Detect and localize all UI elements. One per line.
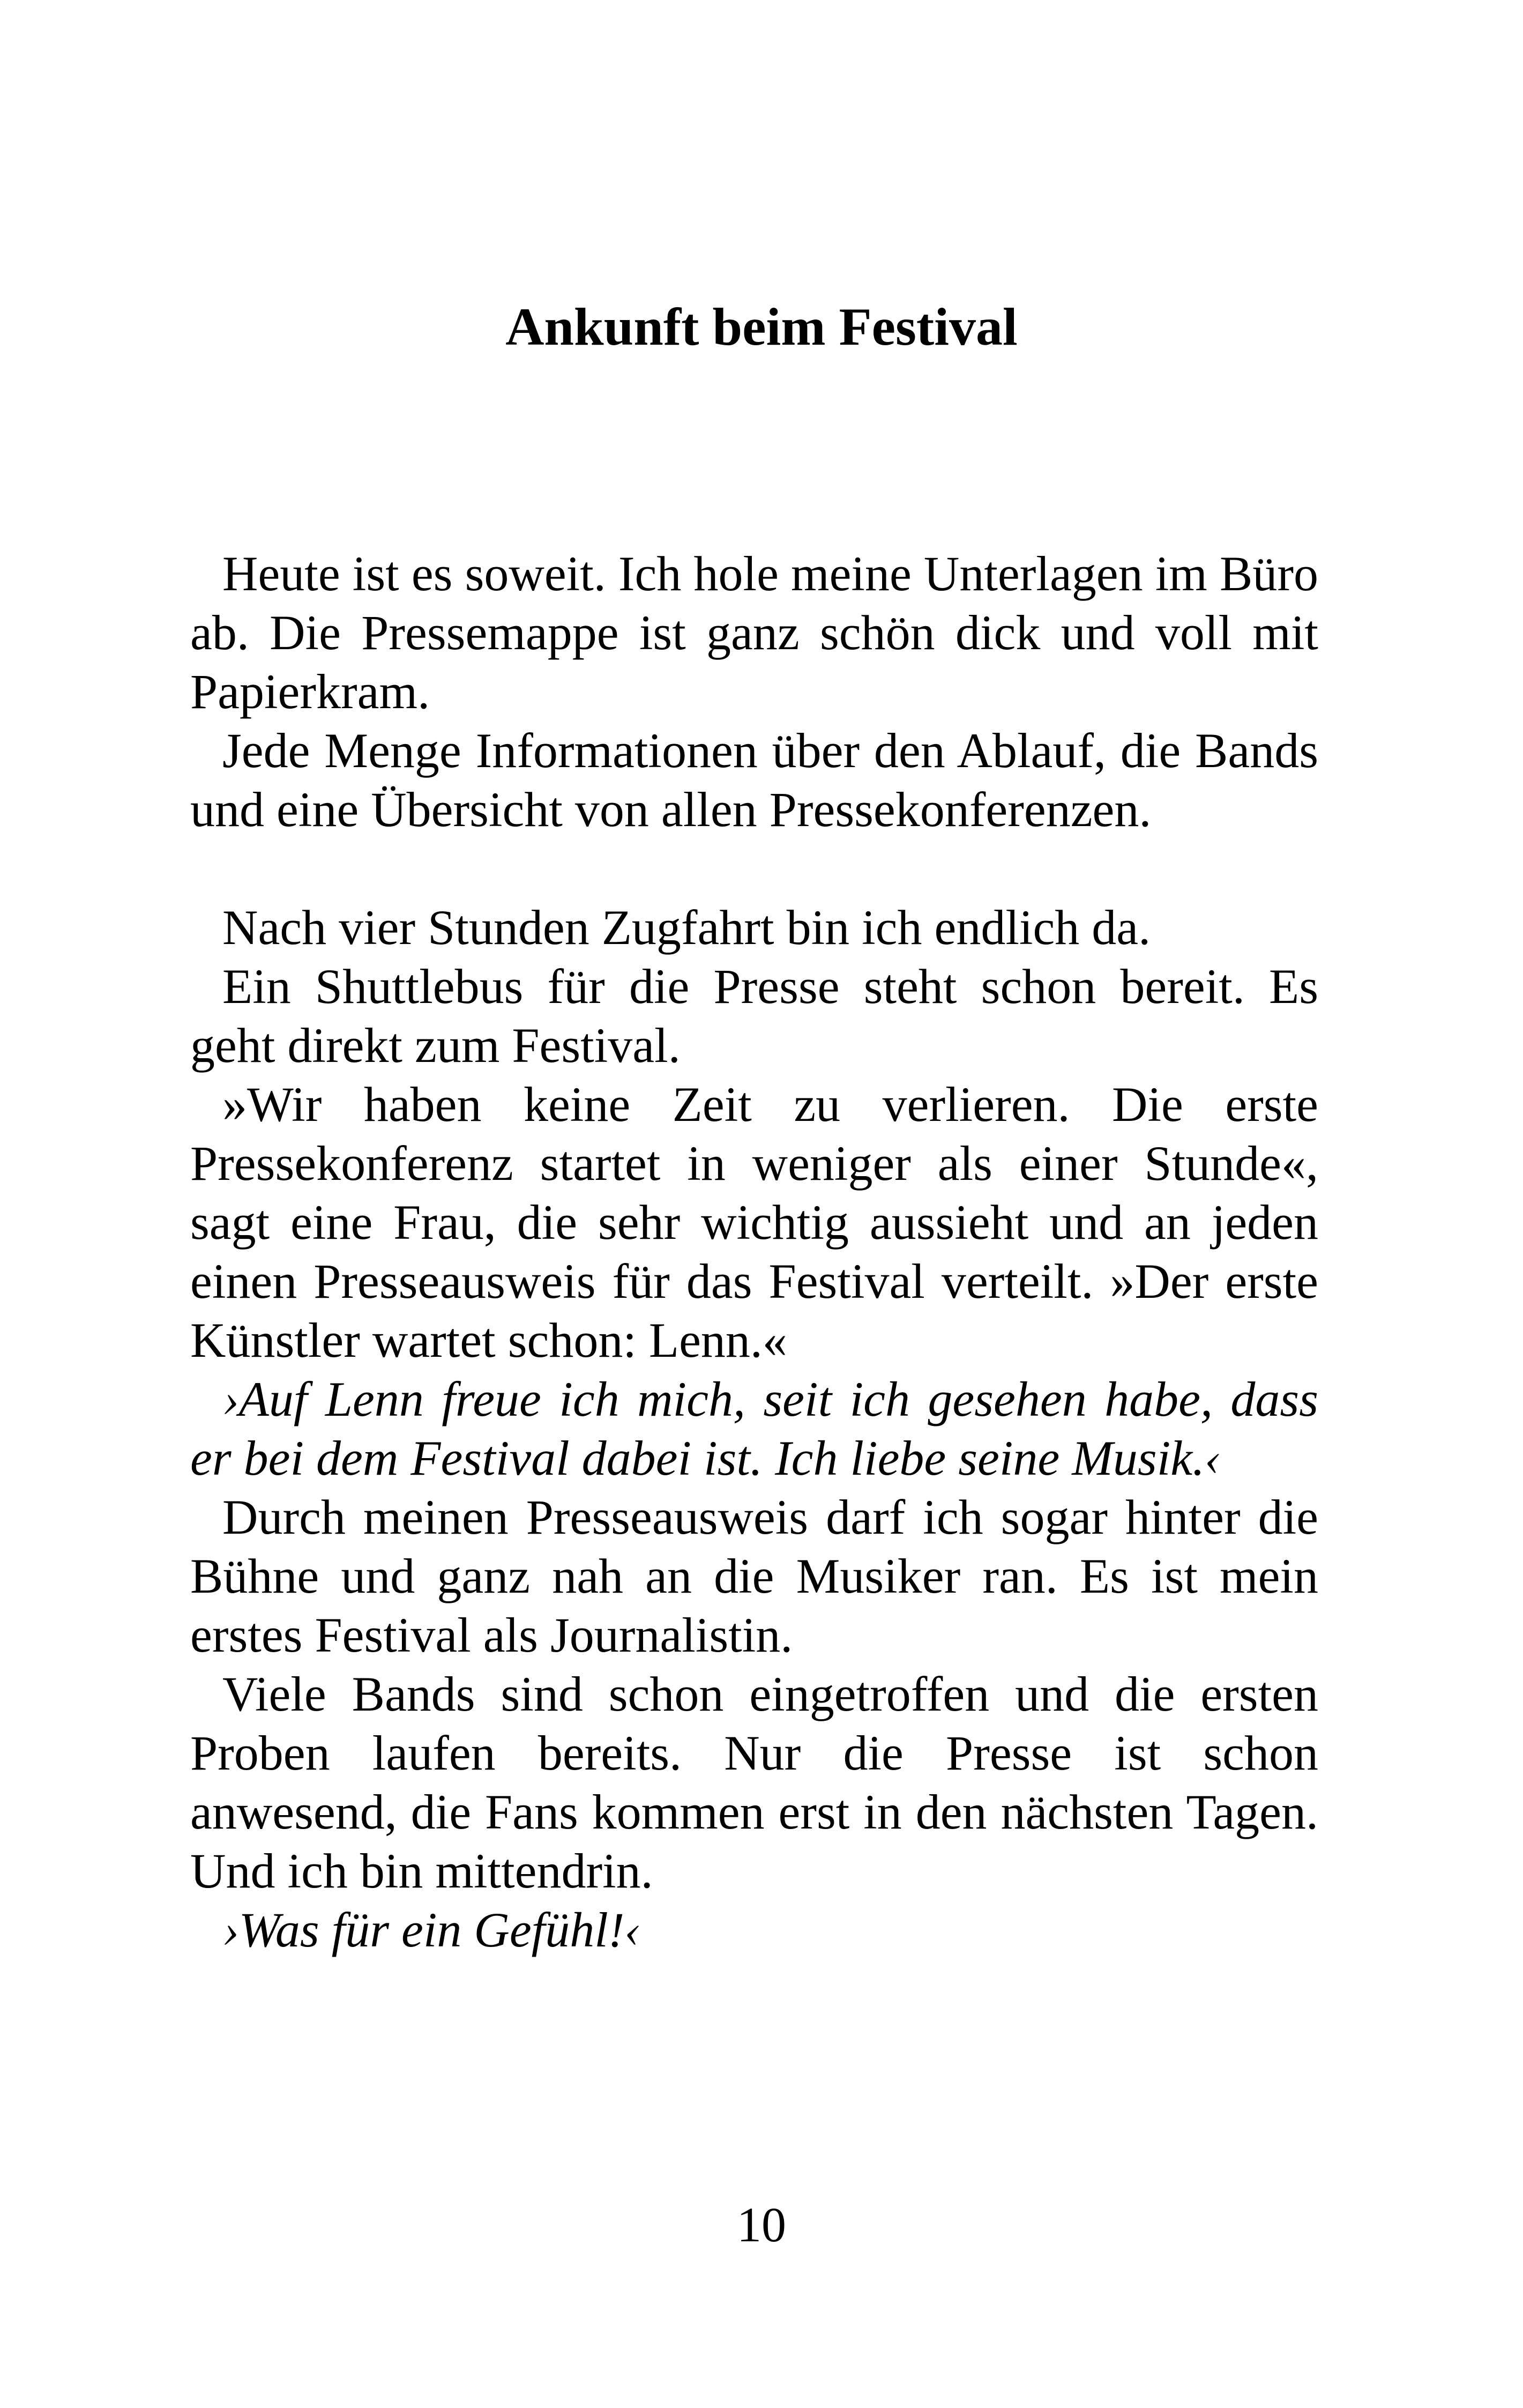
chapter-title: Ankunft beim Festival (505, 297, 1018, 356)
paragraph-1: Heute ist es soweit. Ich hole meine Unterlagen im Büro ab. Die Pressemappe ist ganz schön dick und voll mit Papierkram. (190, 546, 1318, 719)
paragraph-2: Jede Menge Informationen über den Ablauf, die Bands und eine Übersicht von allen Pressekonferenzen. (190, 723, 1318, 837)
paragraph-7: Durch meinen Presseausweis darf ich sogar hinter die Bühne und ganz nah an die Musiker ran. Es ist mein erstes Festival als Journalistin. (190, 1490, 1318, 1662)
paragraph-3: Nach vier Stunden Zugfahrt bin ich endlich da. (222, 900, 1151, 955)
paragraph-9-thought: ›Was für ein Gefühl!‹ (222, 1902, 641, 1957)
paragraph-4: Ein Shuttlebus für die Presse steht schon bereit. Es geht direkt zum Festival. (190, 959, 1318, 1073)
paragraph-8: Viele Bands sind schon eingetroffen und die ersten Proben laufen bereits. Nur die Presse ist schon anwesend, die Fans kommen erst in den nächsten Tagen. Und ich bin mittendrin. (190, 1667, 1318, 1898)
chapter-body (190, 544, 1318, 1959)
paragraph-6-thought: ›Auf Lenn freue ich mich, seit ich gesehen habe, dass er bei dem Festival dabei ist. Ich liebe seine Musik.‹ (190, 1372, 1318, 1485)
paragraph-5: »Wir haben keine Zeit zu verlieren. Die erste Pressekonferenz startet in weniger als einer Stunde«, sagt eine Frau, die sehr wichtig aussieht und an jeden einen Presseausweis für das Festival verteilt. »Der erste Künstler wartet schon: Lenn.« (190, 1077, 1318, 1367)
page-number: 10 (737, 2197, 786, 2252)
paragraph-gap (190, 839, 1318, 898)
